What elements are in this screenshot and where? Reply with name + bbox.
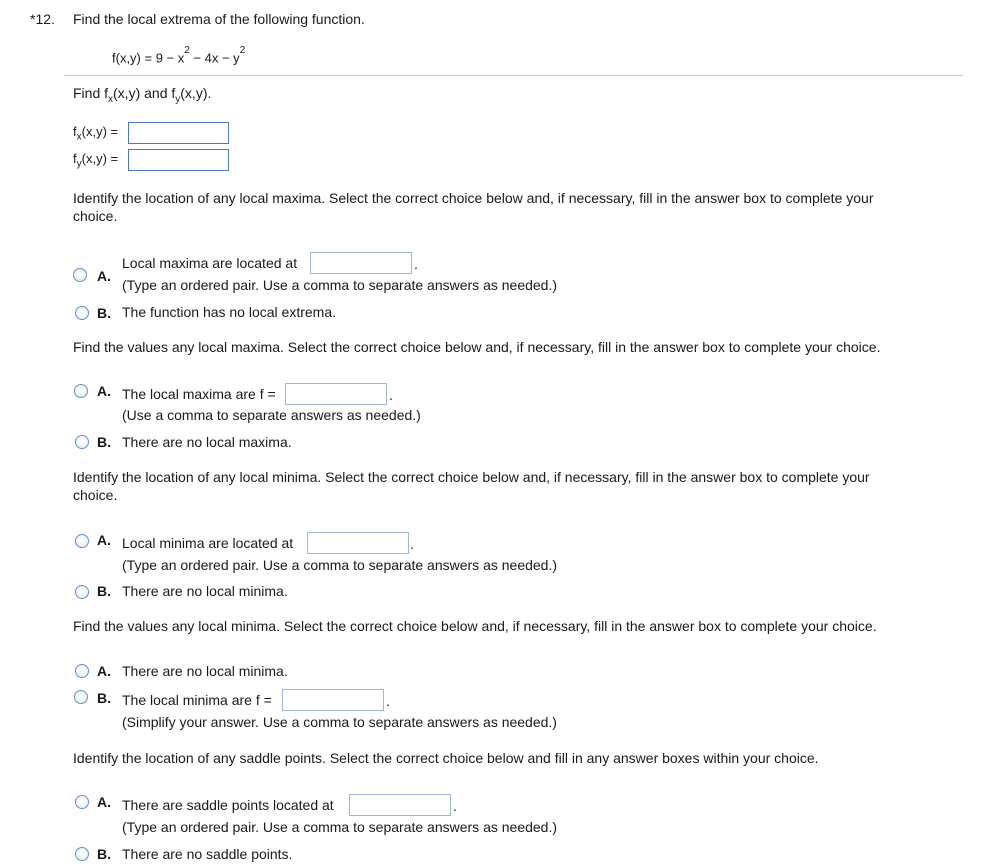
max-value-period: . xyxy=(389,387,393,403)
min-location-prompt-line2: choice. xyxy=(73,487,118,503)
derivative-prompt-sub-x: x xyxy=(108,93,114,105)
saddle-prompt: Identify the location of any saddle points. Select the correct choice below and fill in any answer boxes within your choice. xyxy=(73,750,819,766)
max-location-hint-a: (Type an ordered pair. Use a comma to separate answers as needed.) xyxy=(122,277,558,293)
saddle-letter-a: A. xyxy=(97,794,111,810)
min-value-period: . xyxy=(386,693,390,709)
saddle-text-b: There are no saddle points. xyxy=(122,846,293,862)
max-value-answer-input[interactable] xyxy=(285,383,387,405)
derivative-prompt xyxy=(73,85,211,105)
saddle-answer-input[interactable] xyxy=(349,794,451,816)
function-mid: − 4x − y xyxy=(189,50,240,66)
max-value-letter-a: A. xyxy=(97,383,111,399)
max-value-letter-b: B. xyxy=(97,434,111,450)
fy-answer-input[interactable] xyxy=(128,149,229,171)
fx-label-sub: x xyxy=(76,131,82,143)
max-location-radio-a[interactable] xyxy=(73,268,87,282)
min-location-answer-input[interactable] xyxy=(307,532,409,554)
min-location-radio-b[interactable] xyxy=(75,585,89,599)
max-location-prompt-line2: choice. xyxy=(73,208,118,224)
fx-label-f: f xyxy=(73,124,77,139)
saddle-period: . xyxy=(453,798,457,814)
min-value-text-b: The local minima are f = xyxy=(122,692,272,708)
max-location-letter-a: A. xyxy=(97,268,111,284)
max-value-hint-a: (Use a comma to separate answers as needed.) xyxy=(122,407,421,423)
min-value-hint-b: (Simplify your answer. Use a comma to separate answers as needed.) xyxy=(122,714,557,730)
min-location-prompt-line1: Identify the location of any local minima. Select the correct choice below and, if necessary, fill in the answer box to complete your xyxy=(73,469,870,485)
saddle-hint-a: (Type an ordered pair. Use a comma to separate answers as needed.) xyxy=(122,819,558,835)
derivative-prompt-sub-y: y xyxy=(175,93,181,105)
max-location-text-a: Local maxima are located at xyxy=(122,255,298,271)
min-location-text-b: There are no local minima. xyxy=(122,583,288,599)
saddle-radio-b[interactable] xyxy=(75,847,89,861)
min-location-letter-a: A. xyxy=(97,532,111,548)
min-value-letter-b: B. xyxy=(97,690,111,706)
min-value-letter-a: A. xyxy=(97,663,111,679)
max-value-radio-b[interactable] xyxy=(75,435,89,449)
min-location-letter-b: B. xyxy=(97,583,111,599)
fy-label-f: f xyxy=(73,151,77,166)
fx-answer-input[interactable] xyxy=(128,122,229,144)
max-value-radio-a[interactable] xyxy=(74,384,88,398)
function-exp2: 2 xyxy=(239,45,246,56)
saddle-letter-b: B. xyxy=(97,846,111,862)
max-location-period: . xyxy=(414,256,418,272)
min-value-radio-b[interactable] xyxy=(74,690,88,704)
max-location-radio-b[interactable] xyxy=(75,306,89,320)
saddle-radio-a[interactable] xyxy=(75,795,89,809)
min-value-prompt: Find the values any local minima. Select the correct choice below and, if necessary, fill in the answer box to complete your choice. xyxy=(73,618,877,634)
problem-prompt: Find the local extrema of the following function. xyxy=(73,11,365,27)
fy-label-rest: (x,y) = xyxy=(81,151,119,166)
fx-label xyxy=(73,124,118,143)
derivative-prompt-post: (x,y). xyxy=(180,85,212,101)
function-lhs: f(x,y) = 9 − x xyxy=(112,50,185,66)
min-value-text-a: There are no local minima. xyxy=(122,663,288,679)
function-exp1: 2 xyxy=(184,45,190,56)
min-value-radio-a[interactable] xyxy=(75,664,89,678)
min-location-text-a: Local minima are located at xyxy=(122,535,294,551)
fx-label-rest: (x,y) = xyxy=(81,124,119,139)
problem-number: *12. xyxy=(30,11,55,27)
derivative-prompt-mid: (x,y) and f xyxy=(113,85,176,101)
max-location-answer-input[interactable] xyxy=(310,252,412,274)
min-location-hint-a: (Type an ordered pair. Use a comma to separate answers as needed.) xyxy=(122,557,558,573)
derivative-prompt-pre: Find f xyxy=(73,85,109,101)
divider xyxy=(64,75,963,76)
fy-label-sub: y xyxy=(76,158,82,170)
min-location-radio-a[interactable] xyxy=(75,534,89,548)
max-location-text-b: The function has no local extrema. xyxy=(122,304,337,320)
max-location-letter-b: B. xyxy=(97,305,111,321)
max-value-text-b: There are no local maxima. xyxy=(122,434,292,450)
min-value-answer-input[interactable] xyxy=(282,689,384,711)
max-value-prompt: Find the values any local maxima. Select the correct choice below and, if necessary, fill in the answer box to complete your choice. xyxy=(73,339,881,355)
fy-label xyxy=(73,151,118,170)
function-expression xyxy=(112,45,246,66)
max-location-prompt-line1: Identify the location of any local maxima. Select the correct choice below and, if necessary, fill in the answer box to complete your xyxy=(73,190,874,206)
min-location-period: . xyxy=(410,536,414,552)
saddle-text-a: There are saddle points located at xyxy=(122,797,334,813)
max-value-text-a: The local maxima are f = xyxy=(122,386,276,402)
